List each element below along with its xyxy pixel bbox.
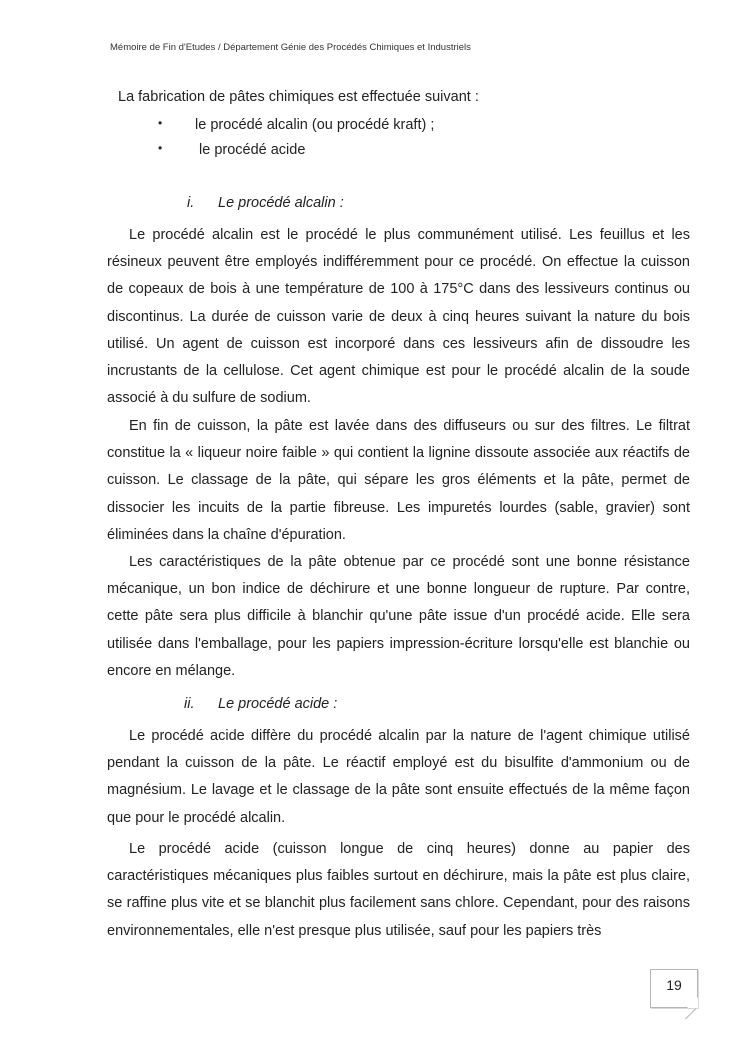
paragraph: Le procédé acide diffère du procédé alcalin par la nature de l'agent chimique utilisé pendant la cuisson de la pâte. Le réactif employé est du bisulfite d'ammonium ou de magnésium. Le lavage et le classage de la pâte sont ensuite effectués de la même façon que pour le procédé alcalin. <box>107 728 690 826</box>
section-title: Le procédé alcalin : <box>218 195 344 211</box>
paragraph: En fin de cuisson, la pâte est lavée dans des diffuseurs ou sur des filtres. Le filtrat constitue la « liqueur noire faible » qui contient la lignine dissoute associée aux réactifs de cuisson. Le classage de la pâte, qui sépare les gros éléments et la pâte, permet de dissocier les incuits de la partie fibreuse. Les impuretés lourdes (sable, gravier) sont éliminées dans la chaîne d'épuration. <box>107 418 690 543</box>
page-number: 19 <box>666 977 682 993</box>
bullet-text: le procédé alcalin (ou procédé kraft) ; <box>195 117 435 133</box>
section-number: i. <box>187 195 195 211</box>
section-title: Le procédé acide : <box>218 696 338 712</box>
bullet-marker: • <box>158 141 163 155</box>
paragraph: Le procédé alcalin est le procédé le plus communément utilisé. Les feuillus et les résineux peuvent être employés indifféremment pour ce procédé. On effectue la cuisson de copeaux de bois à une température de 100 à 175°C dans des lessiveurs continus ou discontinus. La durée de cuisson varie de deux à cinq heures suivant la nature du bois utilisé. Un agent de cuisson est incorporé dans ces lessiveurs afin de dissoudre les incrustants de la cellulose. Cet agent chimique est pour le procédé alcalin de la soude associé à du sulfure de sodium. <box>107 227 690 407</box>
bullet-marker: • <box>158 116 163 130</box>
paragraph: Les caractéristiques de la pâte obtenue par ce procédé sont une bonne résistance mécanique, un bon indice de déchirure et une bonne longueur de rupture. Par contre, cette pâte sera plus difficile à blanchir qu'une pâte issue d'un procédé acide. Elle sera utilisée dans l'emballage, pour les papiers impression-écriture lorsqu'elle est blanchie ou encore en mélange. <box>107 554 690 679</box>
intro-sentence: La fabrication de pâtes chimiques est effectuée suivant : <box>118 89 479 105</box>
bullet-text: le procédé acide <box>199 142 306 158</box>
page-corner-fold <box>687 997 698 1008</box>
section-number: ii. <box>184 696 195 712</box>
page-corner-fold-line <box>685 1008 696 1019</box>
paragraph: Le procédé acide (cuisson longue de cinq heures) donne au papier des caractéristiques mécaniques plus faibles surtout en déchirure, mais la pâte est plus claire, se raffine plus vite et se blanchit plus facilement sans chlore. Cependant, pour des raisons environnementales, elle n'est presque plus utilisée, sauf pour les papiers très <box>107 841 690 939</box>
page-number-box <box>650 969 698 1008</box>
running-header: Mémoire de Fin d'Etudes / Département Génie des Procédés Chimiques et Industriels <box>110 42 471 53</box>
